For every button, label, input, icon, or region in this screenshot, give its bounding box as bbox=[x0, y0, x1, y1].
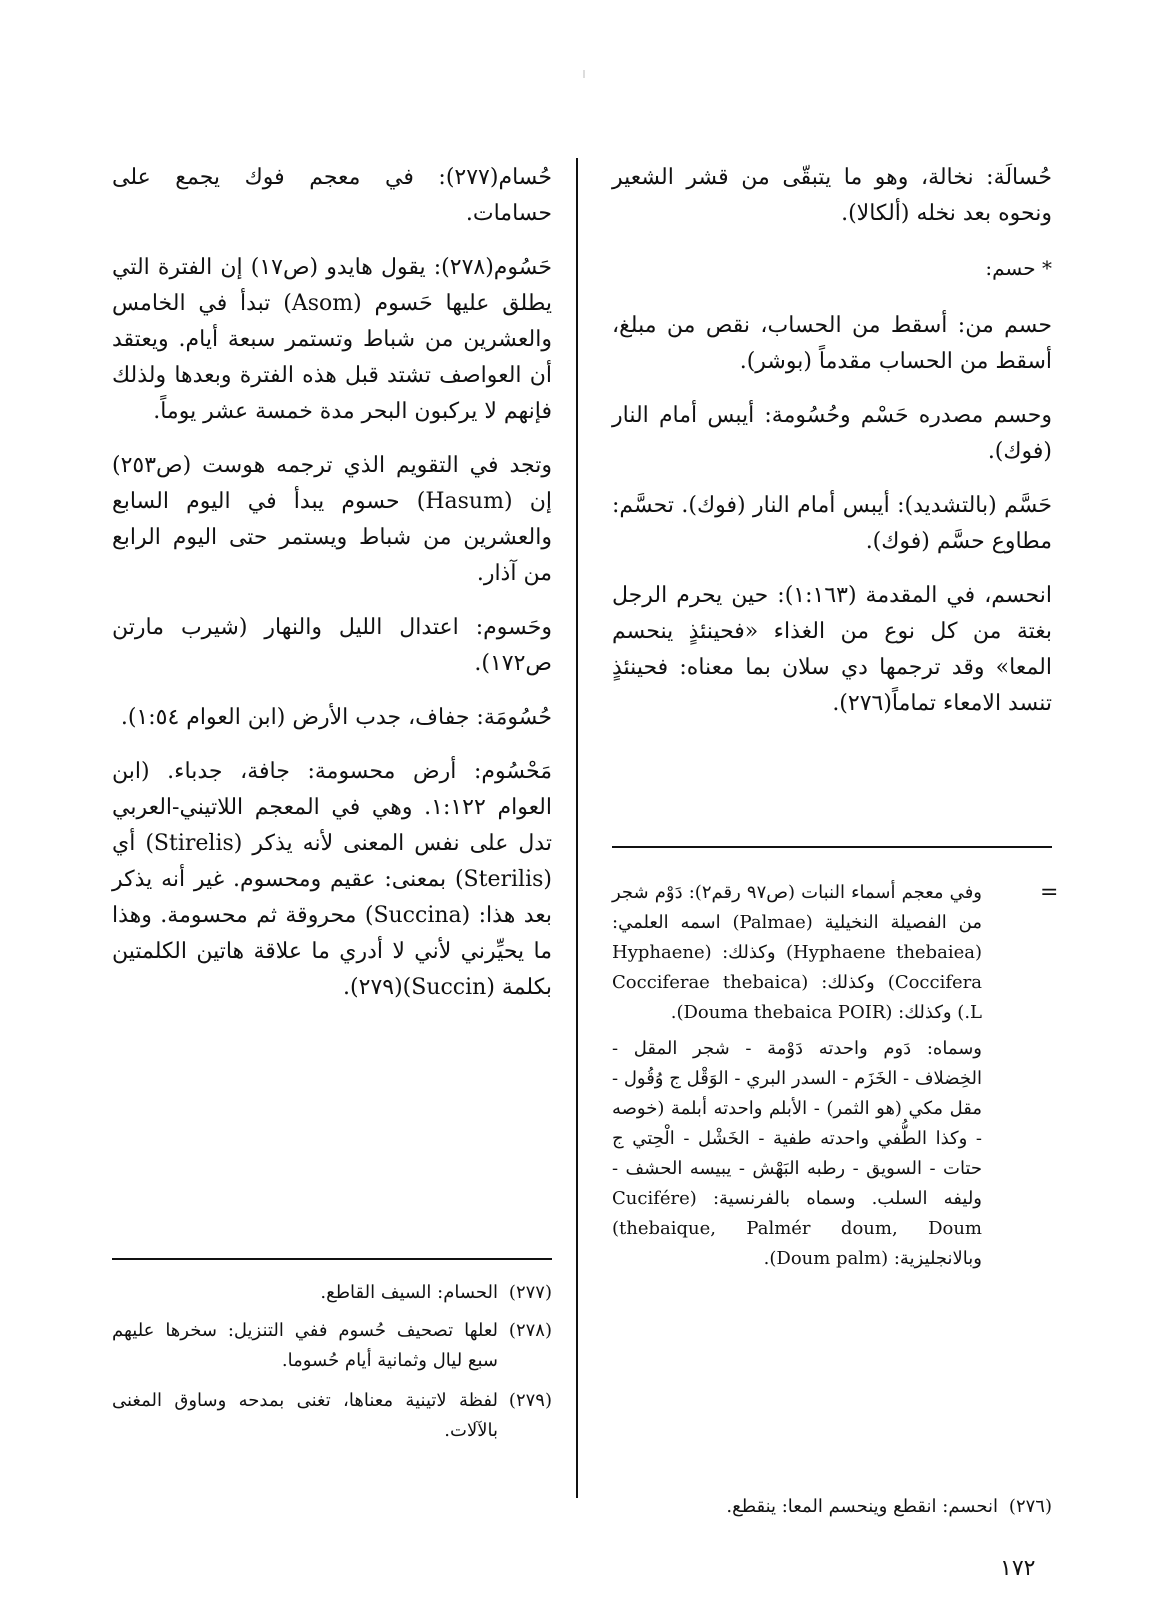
footnote-277 bbox=[112, 1278, 552, 1308]
footnote-number: (٢٧٩) bbox=[508, 1390, 552, 1411]
footnote-rule-left bbox=[112, 1258, 552, 1260]
footnote-text: الحسام: السيف القاطع. bbox=[320, 1282, 498, 1303]
footnote-rule-right bbox=[612, 846, 1052, 848]
entry-hasum: حَسُوم(٢٧٨): يقول هايدو (ص١٧) إن الفترة التي يطلق عليها حَسوم (Asom) تبدأ في الخامس والعشرين من شباط وتستمر سبعة أيام. ويعتقد أن العواصف تشتد قبل هذه الفترة وبعدها ولذلك فإنهم لا يركبون البحر مدة خمسة عشر يوماً. bbox=[112, 255, 552, 424]
entry-hasm-masdar: وحسم مصدره حَسْم وحُسُومة: أيبس أمام النار (فوك). bbox=[612, 403, 1052, 464]
entry-inhasam: انحسم، في المقدمة (١:١٦٣): حين يحرم الرجل بغتة من كل نوع من الغذاء «فحينئذٍ ينحسم المعا» وقد ترجمها دي سلان بما معناه: فحينئذٍ تنسد الامعاء تماماً(٢٧٦). bbox=[612, 583, 1052, 716]
entry-husuma: حُسُومَة: جفاف، جدب الأرض (ابن العوام ١:٥٤). bbox=[120, 705, 552, 730]
entry-hasum-calendar: وتجد في التقويم الذي ترجمه هوست (ص٢٥٣) إن (Hasum) حسوم يبدأ في اليوم السابع والعشرين من شباط ويستمر حتى اليوم الرابع من آذار. bbox=[112, 453, 552, 586]
footnote-number: (٢٧٨) bbox=[508, 1320, 552, 1341]
entry-husala: حُسالَة: نخالة، وهو ما يتبقّى من قشر الشعير ونحوه بعد نخله (ألكالا). bbox=[612, 165, 1052, 226]
footnote-text: انحسم: انقطع وينحسم المعا: ينقطع. bbox=[726, 1496, 998, 1517]
page-number: ١٧٢ bbox=[1000, 1556, 1036, 1581]
right-column bbox=[612, 160, 1052, 740]
entry-husam: حُسام(٢٧٧): في معجم فوك يجمع على حسامات. bbox=[112, 165, 552, 226]
entry-hassam: حَسَّم (بالتشديد): أيبس أمام النار (فوك). تحسَّم: مطاوع حسَّم (فوك). bbox=[612, 493, 1052, 554]
scan-mark bbox=[583, 70, 585, 78]
footnote-279 bbox=[112, 1386, 552, 1446]
footnote-text: لعلها تصحيف حُسوم ففي التنزيل: سخرها عليهم سبع ليال وثمانية أيام حُسوما. bbox=[112, 1320, 498, 1371]
entry-hasm-min: حسم من: أسقط من الحساب، نقص من مبلغ، أسقط من الحساب مقدماً (بوشر). bbox=[612, 313, 1052, 374]
footnote-text: لفظة لاتينية معناها، تغنى بمدحه وساوق المغنى بالآلات. bbox=[112, 1390, 498, 1441]
note-paragraph-1: وفي معجم أسماء النبات (ص٩٧ رقم٢): دَوْم شجر من الفصيلة النخيلية (Palmae) اسمه العلمي: (Hyphaene thebaiea) وكذلك: (Hyphaene Coccifera) وكذلك: (Cocciferae thebaica L.) وكذلك: (Douma thebaica POIR). bbox=[612, 882, 982, 1023]
footnote-number: (٢٧٦) bbox=[1008, 1496, 1052, 1517]
entry-hasum-equinox: وحَسوم: اعتدال الليل والنهار (شيرب مارتن ص١٧٢). bbox=[112, 615, 552, 676]
root-heading-hasm: * حسم: bbox=[985, 256, 1052, 280]
note-block-doum bbox=[612, 878, 982, 1280]
left-column bbox=[112, 160, 552, 1024]
footnote-number: (٢٧٧) bbox=[508, 1282, 552, 1303]
footnote-276 bbox=[612, 1492, 1052, 1522]
note-marker: = bbox=[1040, 880, 1059, 905]
footnote-278 bbox=[112, 1316, 552, 1376]
note-paragraph-2: وسماه: دَوم واحدته دَوْمة - شجر المقل - الخِضلاف - الخَزَم - السدر البري - الوَقْل ج وُقُول - مقل مكي (هو الثمر) - الأبلم واحدته أبلمة (خوصه - وكذا الطُّفي واحدته طفية - الخَشْل - الْحِتي ج حتات - السويق - رطبه البَهْش - يبيسه الحشف - وليفه السلب. وسماه بالفرنسية: (Cucifére thebaique, Palmér doum, Doum) وبالانجليزية: (Doum palm). bbox=[612, 1038, 982, 1269]
entry-mahsum: مَحْسُوم: أرض محسومة: جافة، جدباء. (ابن العوام ١:١٢٢. وهي في المعجم اللاتيني-العربي تدل على نفس المعنى لأنه يذكر (Stirelis) أي (Sterilis) بمعنى: عقيم ومحسوم. غير أنه يذكر بعد هذا: (Succina) محروقة ثم محسومة. وهذا ما يحيِّرني لأني لا أدري ما علاقة هاتين الكلمتين بكلمة (Succin)(٢٧٩). bbox=[112, 759, 553, 1000]
column-divider bbox=[576, 158, 578, 1498]
